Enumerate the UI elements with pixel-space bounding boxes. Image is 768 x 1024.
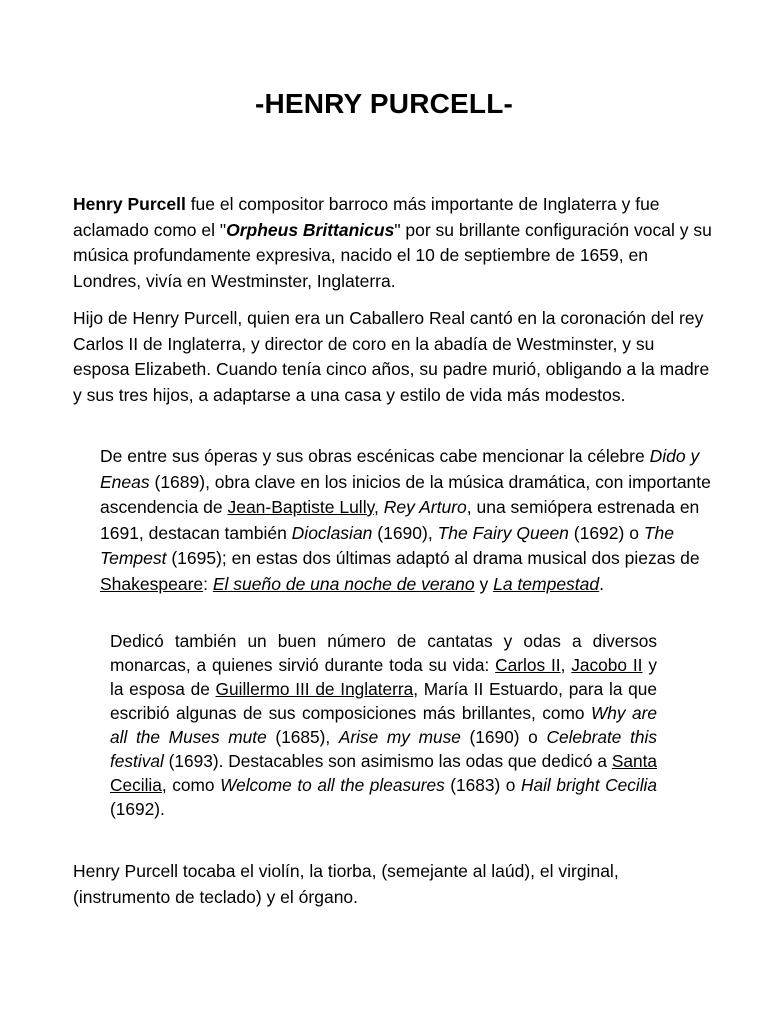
intro-text-1: fue el compositor barroco más importante de Inglaterra y fue aclamado como el " — [73, 194, 660, 240]
odes-text-5: (1685), — [266, 727, 339, 747]
intro-text-2: " por su brillante configuración vocal y su música profundamente expresiva, nacido el 10 de septiembre de 1659, en Londres, vivía en Westminster, Inglaterra. — [73, 219, 712, 291]
operas-text-1: De entre sus óperas y sus obras escénicas cabe mencionar la célebre — [100, 446, 650, 466]
work-dioclesian: Dioclasian — [291, 522, 373, 543]
page-title: -HENRY PURCELL- — [254, 88, 514, 119]
link-carlos-ii[interactable]: Carlos II — [495, 655, 561, 675]
link-sueno[interactable]: El sueño de una noche de verano — [212, 573, 475, 594]
link-jacobo-ii[interactable]: Jacobo II — [571, 655, 643, 675]
odes-text-9: (1683) o — [444, 775, 521, 795]
link-guillermo-iii[interactable]: Guillermo III de Inglaterra — [215, 679, 414, 699]
composer-name: Henry Purcell — [73, 194, 186, 214]
operas-paragraph — [100, 444, 718, 597]
operas-text-6: (1692) o — [568, 522, 644, 543]
intro-paragraph — [73, 192, 713, 294]
operas-text-8: : — [203, 573, 213, 594]
work-tempest: The Tempest — [100, 522, 674, 568]
work-muses-mute: Why are all the Muses mute — [110, 703, 657, 747]
epithet: Orpheus Brittanicus — [226, 219, 395, 240]
odes-text-4: , María II Estuardo, para la que escribió algunas de sus composiciones más brillantes, como — [110, 679, 657, 723]
link-tempestad[interactable]: La tempestad — [493, 573, 600, 594]
work-hail-cecilia: Hail bright Cecilia — [521, 775, 657, 795]
odes-text-10: (1692). — [110, 799, 165, 819]
work-fairy-queen: The Fairy Queen — [437, 522, 569, 543]
operas-text-9: y — [474, 573, 494, 594]
operas-text-10: . — [599, 573, 605, 594]
odes-text-1: Dedicó también un buen número de cantatas y odas a diversos monarcas, a quienes sirvió durante toda su vida: — [110, 631, 657, 675]
work-arise: Arise my muse — [338, 727, 461, 747]
work-dido: Dido y Eneas — [100, 446, 700, 492]
odes-text-7: (1693). Destacables son asimismo las odas que dedicó a — [163, 751, 612, 771]
operas-text-4: , una semiópera estrenada en 1691, destacan también — [100, 497, 700, 543]
link-lully[interactable]: Jean-Baptiste Lully — [227, 497, 375, 517]
work-welcome: Welcome to all the pleasures — [220, 775, 445, 795]
odes-text-3: y la esposa de — [110, 655, 658, 699]
operas-text-5: (1690), — [372, 522, 438, 543]
biography-paragraph: Hijo de Henry Purcell, quien era un Caballero Real cantó en la coronación del rey Carlos II de Inglaterra, y director de coro en la abadía de Westminster, y su esposa Elizabeth. Cuando tenía cinco años, su padre murió, obligando a la madre y sus tres hijos, a adaptarse a una casa y estilo de vida más modestos. — [73, 308, 710, 405]
operas-text-7: (1695); en estas dos últimas adaptó al drama musical dos piezas de — [166, 548, 700, 568]
odes-text-2: , — [560, 655, 572, 675]
link-santa-cecilia[interactable]: Santa Cecilia — [110, 751, 657, 795]
odes-text-8: , como — [161, 775, 221, 795]
operas-text-2: (1689), obra clave en los inicios de la música dramática, con importante ascendencia de — [100, 471, 711, 517]
instruments-paragraph: Henry Purcell tocaba el violín, la tiorba, (semejante al laúd), el virginal, (instrumento de teclado) y el órgano. — [73, 861, 619, 907]
operas-text-3: , — [374, 497, 384, 517]
link-shakespeare[interactable]: Shakespeare — [100, 573, 204, 594]
odes-text-6: (1690) o — [460, 727, 547, 747]
work-arturo: Rey Arturo — [383, 497, 467, 517]
odes-paragraph — [110, 629, 657, 821]
work-celebrate: Celebrate this festival — [110, 727, 657, 771]
